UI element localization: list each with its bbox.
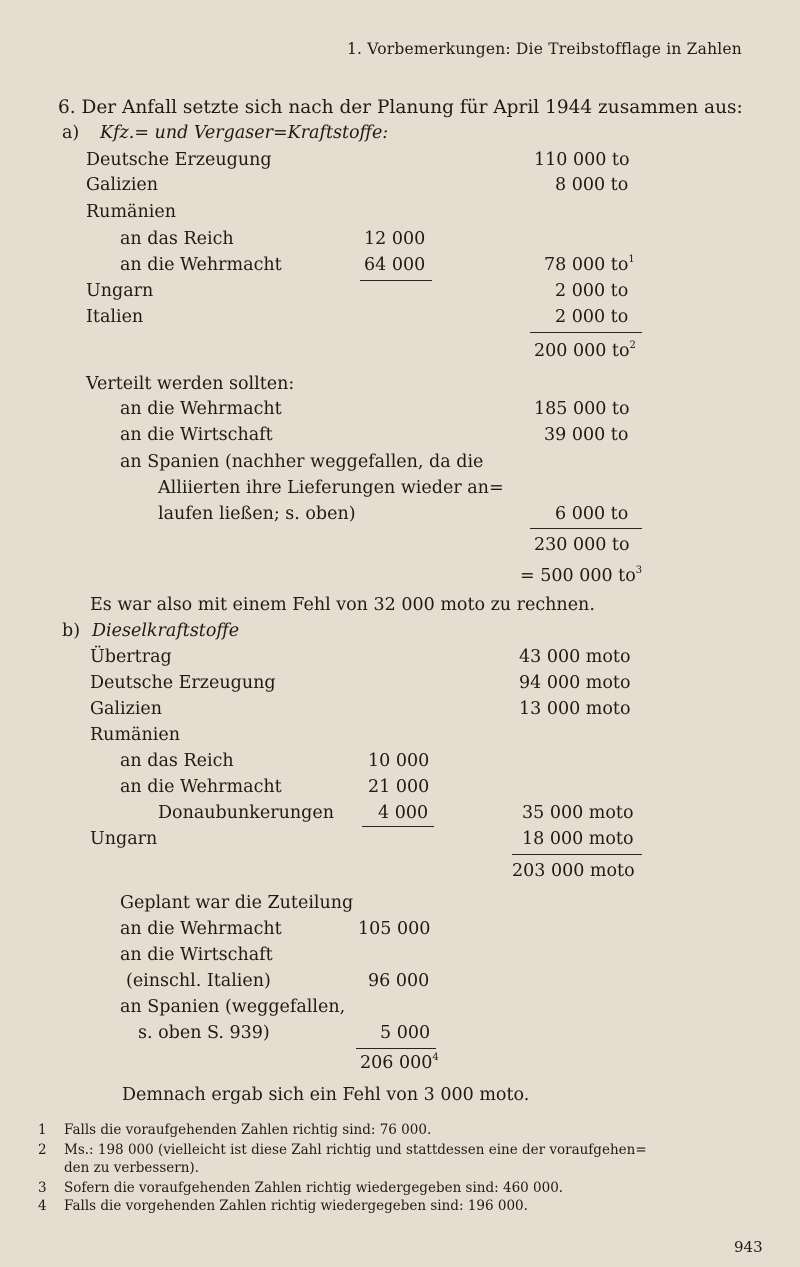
section-b-title: Dieselkraftstoffe — [92, 621, 240, 641]
b-row-mid-value: 4 000 — [378, 803, 429, 823]
b-plan-total: 206 $000^4$ — [360, 1052, 439, 1073]
b-row-label: an die Wehrmacht — [120, 777, 282, 797]
a-row-label: Ungarn — [86, 281, 154, 301]
footnote-text: Falls die vorgehenden Zahlen richtig wiedergegeben sind: 196 000. — [64, 1198, 528, 1214]
footnote-text: den zu verbessern). — [64, 1160, 199, 1176]
b-total: 203 000 moto — [512, 861, 635, 881]
a-dist-label: an die Wehrmacht — [120, 399, 282, 419]
footnote-ref: 1 — [628, 254, 635, 265]
b-plan-label: an die Wehrmacht — [120, 919, 282, 939]
footnote-number: 2 — [38, 1142, 47, 1158]
a-row-label: an das Reich — [120, 229, 234, 249]
a-row-value: 2 000 to — [555, 307, 629, 327]
b-plan-label: an Spanien (weggefallen, — [120, 997, 346, 1017]
page-number: 943 — [734, 1238, 763, 1256]
a-row-value: 2 000 to — [555, 281, 629, 301]
b-row-value: 35 000 moto — [522, 803, 634, 823]
b-row-label: Übertrag — [90, 647, 172, 667]
sum-rule — [530, 332, 642, 333]
footnote-number: 1 — [38, 1122, 47, 1138]
a-spain-line: laufen ließen; s. oben) — [158, 504, 356, 524]
b-row-value: 94 000 moto — [519, 673, 631, 693]
section-b-marker: b) — [62, 621, 81, 641]
a-row-label: Rumänien — [86, 202, 176, 222]
b-row-mid-value: 10 000 — [368, 751, 430, 771]
b-row-label: an das Reich — [120, 751, 234, 771]
b-plan-value: 5 000 — [380, 1023, 431, 1043]
a-total: 200 000 $to^2$ — [534, 340, 636, 361]
sum-rule — [362, 826, 434, 827]
sum-rule — [356, 1048, 436, 1049]
a-row-mid-value: 64 000 — [364, 255, 426, 275]
a-difference: = 500 000 $to^3$ — [520, 565, 643, 586]
b-row-value: 43 000 moto — [519, 647, 631, 667]
a-spain-value: 6 000 to — [555, 504, 629, 524]
footnote-ref: 3 — [635, 565, 643, 576]
a-row-label: Deutsche Erzeugung — [86, 150, 272, 170]
footnote-number: 3 — [38, 1180, 47, 1196]
a-row-mid-value: 12 000 — [364, 229, 426, 249]
footnote-ref: 4 — [432, 1052, 439, 1063]
a-row-value: 8 000 to — [555, 175, 629, 195]
section-a-marker: a) — [62, 123, 80, 143]
a-distribution-title: Verteilt werden sollten: — [86, 374, 295, 394]
a-dist-total: 230 000 to — [534, 535, 630, 555]
b-plan-label: s. oben S. 939) — [138, 1023, 270, 1043]
b-row-label: Rumänien — [90, 725, 180, 745]
footnote-text: Ms.: 198 000 (vielleicht ist diese Zahl richtig und stattdessen eine der voraufgehen= — [64, 1142, 647, 1158]
sum-rule — [512, 854, 642, 855]
b-row-label: Galizien — [90, 699, 163, 719]
a-dist-value: 185 000 to — [534, 399, 630, 419]
b-row-label: Donaubunkerungen — [158, 803, 334, 823]
intro-paragraph: 6. Der Anfall setzte sich nach der Planung für April 1944 zusammen aus: — [58, 97, 743, 118]
a-dist-value: 39 000 to — [544, 425, 629, 445]
section-a-title: Kfz.= und Vergaser=Kraftstoffe: — [100, 123, 389, 143]
footnote-ref: 2 — [629, 340, 636, 351]
b-plan-label: (einschl. Italien) — [126, 971, 271, 991]
footnote-text: Falls die voraufgehenden Zahlen richtig sind: 76 000. — [64, 1122, 432, 1138]
footnote-number: 4 — [38, 1198, 47, 1214]
a-row-value: 78 000 $to^1$ — [544, 254, 635, 275]
a-spain-line: Alliierten ihre Lieferungen wieder an= — [158, 478, 504, 498]
running-header: 1. Vorbemerkungen: Die Treibstofflage in Zahlen — [346, 40, 742, 58]
b-row-label: Deutsche Erzeugung — [90, 673, 276, 693]
footnote-text: Sofern die voraufgehenden Zahlen richtig wiedergegeben sind: 460 000. — [64, 1180, 564, 1196]
b-plan-label: an die Wirtschaft — [120, 945, 273, 965]
b-plan-title: Geplant war die Zuteilung — [120, 893, 354, 913]
a-row-label: an die Wehrmacht — [120, 255, 282, 275]
a-row-label: Italien — [86, 307, 144, 327]
b-plan-value: 96 000 — [368, 971, 430, 991]
b-conclusion: Demnach ergab sich ein Fehl von 3 000 moto. — [122, 1085, 530, 1105]
b-row-value: 13 000 moto — [519, 699, 631, 719]
a-dist-label: an die Wirtschaft — [120, 425, 273, 445]
b-row-mid-value: 21 000 — [368, 777, 430, 797]
b-row-label: Ungarn — [90, 829, 158, 849]
sum-rule — [530, 528, 642, 529]
a-spain-line: an Spanien (nachher weggefallen, da die — [120, 452, 484, 472]
b-row-value: 18 000 moto — [522, 829, 634, 849]
a-row-value: 110 000 to — [534, 150, 630, 170]
a-conclusion: Es war also mit einem Fehl von 32 000 moto zu rechnen. — [90, 595, 595, 615]
sum-rule — [360, 280, 432, 281]
b-plan-value: 105 000 — [358, 919, 431, 939]
a-row-label: Galizien — [86, 175, 159, 195]
